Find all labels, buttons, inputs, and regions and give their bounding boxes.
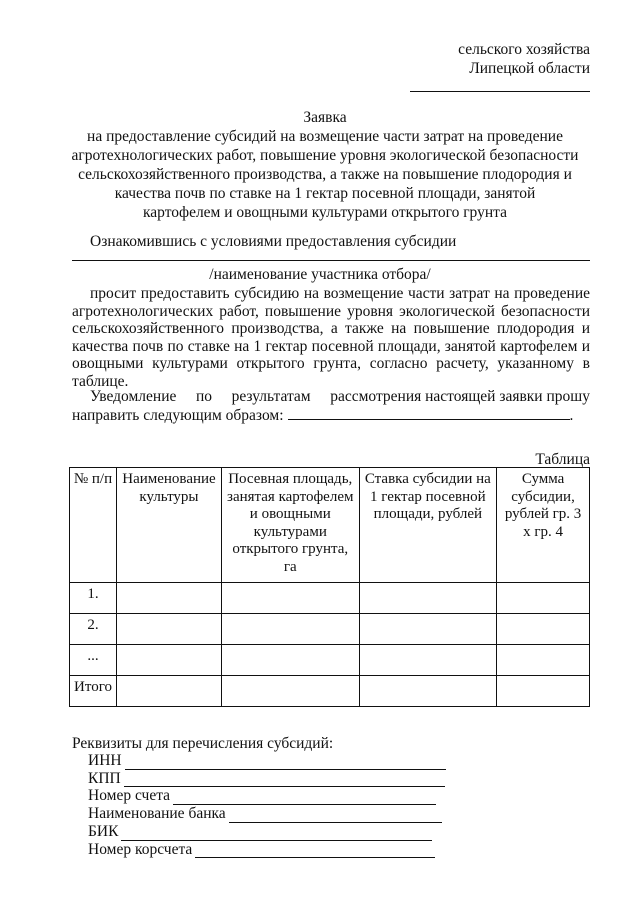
table-cell[interactable] [359,645,497,676]
addressee-line-2: Липецкой области [469,60,590,77]
kpp-field[interactable] [124,773,445,787]
intro-text: Ознакомившись с условиями предоставления субсидии [90,233,457,250]
table-cell[interactable] [497,676,590,707]
table-cell[interactable] [221,614,359,645]
participant-caption: /наименование участника отбора/ [209,266,431,283]
table-cell[interactable] [116,645,221,676]
requisites-list [88,752,446,858]
table-header-row [70,468,590,583]
table-label: Таблица [535,451,590,468]
title-line: картофелем и овощными культурами открытого грунта [142,204,507,221]
table-cell[interactable] [359,583,497,614]
table-total-row [70,676,590,707]
notice-line-1 [90,388,590,406]
requisite-label: БИК [88,822,119,840]
title-line: на предоставление субсидий на возмещение части затрат на проведение [87,128,563,145]
table-row [70,645,590,676]
table-cell[interactable] [497,645,590,676]
row-label: 1. [70,583,117,614]
inn-field[interactable] [125,756,446,770]
header-number: № п/п [70,468,117,583]
table-cell[interactable] [359,676,497,707]
notice-method-field[interactable] [288,405,570,420]
table-cell[interactable] [497,614,590,645]
table-cell[interactable] [116,583,221,614]
table-cell[interactable] [221,583,359,614]
requisite-label: Номер счета [88,787,171,805]
subsidy-table [69,467,590,707]
row-label: ... [70,645,117,676]
header-rate: Ставка субсидии на 1 гектар посевной площади, рублей [359,468,497,583]
notice-word: рассмотрения настоящей заявки прошу [330,388,590,405]
request-paragraph: просит предоставить субсидию на возмещение части затрат на проведение агротехнологических работ, повышение уровня экологической безопасности сельскохозяйственного производства, а также на повышение плодородия и качества почв по ставке на 1 гектар посевной площади, занятой картофелем и овощными культурами открытого грунта, согласно расчету, указанному в таблице. [72,285,590,390]
table-row [70,583,590,614]
notice-end: . [569,407,574,424]
requisite-kpp [88,770,446,788]
header-area: Посевная площадь, занятая картофелем и овощными культурами открытого грунта, га [221,468,359,583]
title-line: качества почв по ставке на 1 гектар посевной площади, занятой [114,185,536,202]
participant-name-field[interactable] [72,260,590,261]
table-cell[interactable] [359,614,497,645]
title-line: сельскохозяйственного производства, а также на повышение плодородия и [78,166,572,183]
requisite-label: Наименование банка [88,805,226,823]
addressee-signature-line [410,91,590,92]
requisite-corr-account [88,841,446,859]
notice-word: по [195,388,213,405]
requisite-label: КПП [88,769,121,787]
notice-line-2 [72,405,573,425]
bik-field[interactable] [121,827,432,841]
notice-word: Уведомление [90,388,177,405]
title-heading: Заявка [303,109,347,126]
requisite-inn [88,752,446,770]
title-line: агротехнологических работ, повышение уровня экологической безопасности [71,147,579,164]
table-row [70,614,590,645]
table-cell[interactable] [116,614,221,645]
corr-account-field[interactable] [195,844,435,858]
row-label: 2. [70,614,117,645]
notice-line-2-text: направить следующим образом: [72,407,284,424]
requisite-label: Номер корсчета [88,840,193,858]
addressee-block [458,40,590,78]
requisite-bank [88,805,446,823]
notice-word: результатам [231,388,311,405]
document-title [60,108,590,222]
bank-field[interactable] [229,809,442,823]
table-cell[interactable] [497,583,590,614]
requisites-title: Реквизиты для перечисления субсидий: [72,735,334,752]
header-culture: Наименование культуры [116,468,221,583]
table-cell[interactable] [116,676,221,707]
addressee-line-1: сельского хозяйства [458,41,590,58]
table-cell[interactable] [221,645,359,676]
requisite-bik [88,823,446,841]
row-label: Итого [70,676,117,707]
account-field[interactable] [173,791,436,805]
header-sum: Сумма субсидии, рублей гр. 3 x гр. 4 [497,468,590,583]
requisite-account [88,787,446,805]
table-cell[interactable] [221,676,359,707]
requisite-label: ИНН [88,752,122,769]
